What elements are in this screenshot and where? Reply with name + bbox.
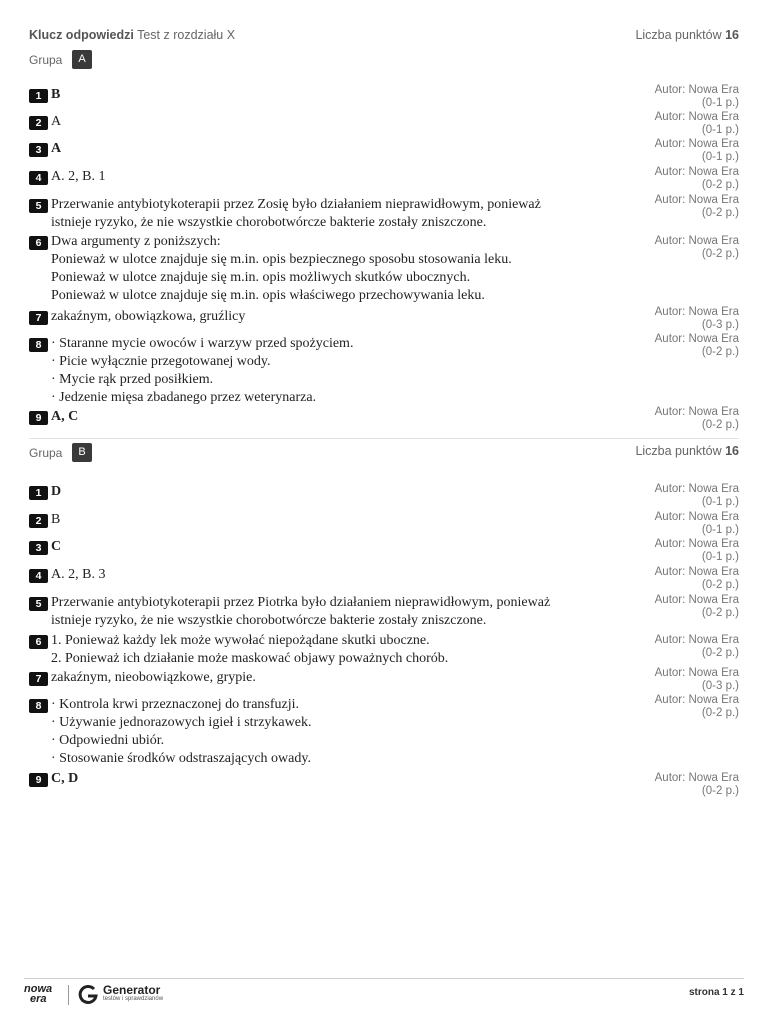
group-a-header [29,50,739,70]
answer-text [51,511,641,529]
answer-text [51,86,641,104]
author-label: Autor: Nowa Era [654,538,739,550]
answer-line: istnieje ryzyko, że nie wszystkie chorobotwórcze bakterie zostały zniszczone. [51,215,487,230]
question-meta [619,511,739,536]
logo-text-top: nowa [24,983,53,995]
points-range: (0-1 p.) [701,150,739,163]
generator-subtitle: testów i sprawdzianów [103,996,164,1002]
answer-line: · Jedzenie mięsa zbadanego przez weterynarza. [51,390,317,405]
question-number-badge: 9 [29,773,48,787]
points-range: (0-2 p.) [701,706,739,719]
generator-title: Generator [103,983,161,997]
group-points [635,444,739,458]
answer-text [51,196,641,232]
question-meta [619,194,739,219]
total-points-label: Liczba punktów [635,28,722,42]
answer-line: zakaźnym, obowiązkowa, gruźlicy [51,309,246,324]
points-range: (0-3 p.) [701,679,739,692]
author-label: Autor: Nowa Era [654,406,739,418]
author-label: Autor: Nowa Era [654,138,739,150]
points-range: (0-2 p.) [701,646,739,659]
question-number-badge: 8 [29,699,48,713]
question-meta [619,138,739,163]
question-row [29,194,739,234]
question-row [29,511,739,536]
answer-line: 2. Ponieważ ich działanie może maskować objawy poważnych chorób. [51,651,449,666]
answer-text [51,168,641,186]
author-label: Autor: Nowa Era [654,594,739,606]
author-label: Autor: Nowa Era [654,306,739,318]
answer-text [51,408,641,426]
group-label: Grupa [29,53,63,67]
group-letter-badge: A [72,50,92,69]
question-number-badge: 2 [29,514,48,528]
points-range: (0-2 p.) [701,578,739,591]
points-range: (0-2 p.) [701,178,739,191]
answer-line: Ponieważ w ulotce znajduje się m.in. opis możliwych skutków ubocznych. [51,270,471,285]
answer-line: · Staranne mycie owoców i warzyw przed spożyciem. [51,336,354,351]
answer-line: istnieje ryzyko, że nie wszystkie chorobotwórcze bakterie zostały zniszczone. [51,613,487,628]
points-range: (0-1 p.) [701,495,739,508]
question-number-badge: 2 [29,116,48,130]
question-meta [619,694,739,719]
answer-line: C, D [51,771,79,786]
question-number-badge: 8 [29,338,48,352]
question-row [29,306,739,331]
points-range: (0-2 p.) [701,418,739,431]
points-range: (0-2 p.) [701,247,739,260]
answer-text [51,113,641,131]
answer-line: D [51,484,62,499]
points-range: (0-1 p.) [701,550,739,563]
answer-line: B [51,512,61,527]
question-meta [619,306,739,331]
answer-text [51,632,641,668]
group-b-header [29,443,739,463]
answer-line: 1. Ponieważ każdy lek może wywołać niepożądane skutki uboczne. [51,633,430,648]
author-label: Autor: Nowa Era [654,667,739,679]
question-meta [619,406,739,431]
author-label: Autor: Nowa Era [654,566,739,578]
question-number-badge: 5 [29,597,48,611]
question-row [29,235,739,307]
question-number-badge: 3 [29,143,48,157]
author-label: Autor: Nowa Era [654,772,739,784]
answer-line: · Kontrola krwi przeznaczonej do transfuzji. [51,697,300,712]
author-label: Autor: Nowa Era [654,333,739,345]
answer-line: · Odpowiedni ubiór. [51,733,165,748]
answer-text [51,233,641,305]
author-label: Autor: Nowa Era [654,235,739,247]
question-row [29,483,739,508]
author-label: Autor: Nowa Era [654,111,739,123]
points-range: (0-2 p.) [701,345,739,358]
answer-line: Ponieważ w ulotce znajduje się m.in. opis bezpiecznego sposobu stosowania leku. [51,252,512,267]
group-points-value: 16 [725,444,739,458]
answer-text [51,140,641,158]
answer-line: C [51,539,62,554]
answer-text [51,696,641,768]
question-row [29,333,739,409]
question-meta [619,166,739,191]
question-meta [619,634,739,659]
question-row [29,667,739,692]
answer-line: Ponieważ w ulotce znajduje się m.in. opis właściwego przechowywania leku. [51,288,485,303]
group-points-label: Liczba punktów [635,444,722,458]
question-meta [619,235,739,260]
footer-divider [24,978,744,979]
question-meta [619,566,739,591]
total-points-value: 16 [725,28,739,42]
answer-text [51,308,641,326]
question-row [29,771,739,797]
author-label: Autor: Nowa Era [654,511,739,523]
total-points [635,28,739,42]
question-number-badge: 3 [29,541,48,555]
document-title-bold: Klucz odpowiedzi [29,28,134,42]
author-label: Autor: Nowa Era [654,194,739,206]
answer-line: · Używanie jednorazowych igieł i strzykawek. [51,715,312,730]
question-meta [619,667,739,692]
question-row [29,538,739,563]
points-range: (0-3 p.) [701,318,739,331]
question-number-badge: 4 [29,171,48,185]
points-range: (0-1 p.) [701,123,739,136]
author-label: Autor: Nowa Era [654,634,739,646]
answer-text [51,335,641,407]
question-meta [619,538,739,563]
answer-line: zakaźnym, nieobowiązkowe, grypie. [51,670,256,685]
question-meta [619,483,739,508]
question-number-badge: 5 [29,199,48,213]
question-row [29,694,739,770]
question-row [29,566,739,591]
question-row [29,634,739,670]
answer-line: A. 2, B. 1 [51,169,106,184]
answer-line: A, C [51,409,79,424]
generator-g-icon [77,984,99,1006]
answer-text [51,594,641,630]
question-number-badge: 9 [29,411,48,425]
question-meta [619,333,739,358]
answer-text [51,669,641,687]
author-label: Autor: Nowa Era [654,694,739,706]
points-range: (0-2 p.) [701,784,739,797]
answer-text [51,566,641,584]
group-letter-badge: B [72,443,92,462]
answer-line: Przerwanie antybiotykoterapii przez Piotrka było działaniem nieprawidłowym, ponieważ [51,595,551,610]
question-number-badge: 6 [29,236,48,250]
question-row [29,111,739,136]
answer-line: B [51,87,61,102]
nowa-era-logo [24,984,64,1008]
answer-line: · Mycie rąk przed posiłkiem. [51,372,214,387]
answer-text [51,770,641,788]
question-number-badge: 7 [29,311,48,325]
group-label: Grupa [29,446,63,460]
document-header [29,28,739,46]
answer-line: A [51,114,62,129]
question-number-badge: 4 [29,569,48,583]
answer-line: · Stosowanie środków odstraszających owady. [51,751,311,766]
question-meta [619,111,739,136]
question-number-badge: 7 [29,672,48,686]
question-number-badge: 1 [29,89,48,103]
question-meta [619,84,739,109]
points-range: (0-2 p.) [701,206,739,219]
points-range: (0-2 p.) [701,606,739,619]
answer-line: A. 2, B. 3 [51,567,106,582]
answer-line: Przerwanie antybiotykoterapii przez Zosię było działaniem nieprawidłowym, ponieważ [51,197,541,212]
question-number-badge: 1 [29,486,48,500]
question-row [29,596,739,632]
question-meta [619,772,739,797]
page-number: strona 1 z 1 [688,987,744,998]
answer-line: · Picie wyłącznie przegotowanej wody. [51,354,271,369]
points-range: (0-1 p.) [701,523,739,536]
group-divider [29,438,739,439]
question-row [29,84,739,109]
document-title-rest: Test z rozdziału X [137,28,236,42]
question-number-badge: 6 [29,635,48,649]
answer-line: A [51,141,62,156]
question-row [29,406,739,431]
question-row [29,138,739,163]
question-row [29,166,739,191]
logo-separator [68,985,69,1005]
answer-line: Dwa argumenty z poniższych: [51,234,221,249]
answer-text [51,538,641,556]
points-range: (0-1 p.) [701,96,739,109]
author-label: Autor: Nowa Era [654,483,739,495]
author-label: Autor: Nowa Era [654,84,739,96]
logo-text-bottom: era [30,993,47,1005]
answer-text [51,483,641,501]
author-label: Autor: Nowa Era [654,166,739,178]
question-meta [619,594,739,619]
